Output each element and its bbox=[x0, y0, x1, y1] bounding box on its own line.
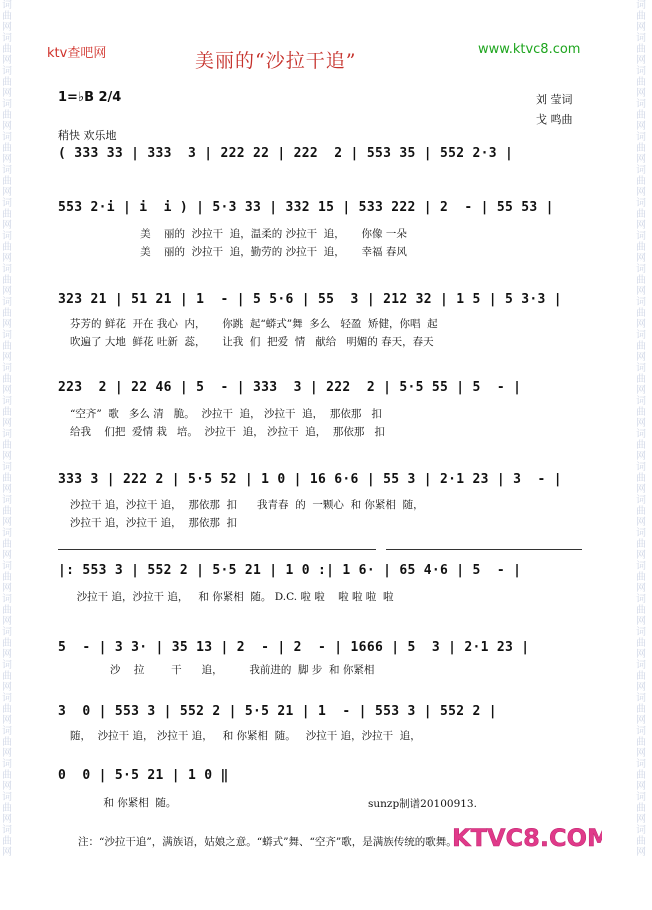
ktvc8-logo bbox=[450, 820, 602, 854]
watermark-right: 词曲网词曲网词曲网词曲网词曲网词曲网词曲网词曲网词曲网词曲网词曲网词曲网词曲网词曲网词曲网词曲网词曲网词曲网词曲网词曲网词曲网词曲网词曲网词曲网词曲网词曲网 bbox=[636, 0, 646, 858]
key-signature: 1=♭B 2/4 bbox=[58, 90, 122, 105]
site-url-right[interactable]: www.ktvc8.com bbox=[478, 42, 581, 57]
score-line-6: |: 553 3 | 552 2 | 5·5 21 | 1 0 :| 1 6· | 65 4·6 | 5 - | bbox=[58, 563, 522, 578]
score-line-1: ( 333 33 | 333 3 | 222 22 | 222 2 | 553 35 | 552 2·3 | bbox=[58, 146, 514, 161]
lyrics-line-4a: “空齐” 歌 多么 清 脆。 沙拉干 追， 沙拉干 追， 那依那 扣 bbox=[70, 408, 382, 420]
score-line-4: 223 2 | 22 46 | 5 - | 333 3 | 222 2 | 5·5 55 | 5 - | bbox=[58, 380, 522, 395]
footnote: 注：“沙拉干追”，满族语，姑娘之意。“蟒式”舞、“空齐”歌，是满族传统的歌舞。 bbox=[78, 836, 457, 848]
score-line-5: 333 3 | 222 2 | 5·5 52 | 1 0 | 16 6·6 | 55 3 | 2·1 23 | 3 - | bbox=[58, 472, 562, 487]
lyrics-line-6: 沙拉干 追，沙拉干 追， 和 你紧相 随。 D.C. 啦 啦 啦 啦 啦 啦 bbox=[70, 591, 394, 603]
lyricist-credit: 刘 莹词 bbox=[536, 93, 573, 106]
score-line-9: 0 0 | 5·5 21 | 1 0 ‖ bbox=[58, 768, 229, 783]
lyrics-line-2b: 美 丽的 沙拉干 追，勤劳的 沙拉干 追， 幸福 春风 bbox=[70, 246, 407, 258]
score-line-7: 5 - | 3 3· | 35 13 | 2 - | 2 - | 1666 | 5 3 | 2·1 23 | bbox=[58, 640, 530, 655]
lyrics-line-5b: 沙拉干 追，沙拉干 追， 那依那 扣 bbox=[70, 517, 238, 529]
score-line-3: 323 21 | 51 21 | 1 - | 5 5·6 | 55 3 | 212 32 | 1 5 | 5 3·3 | bbox=[58, 292, 562, 307]
tempo-marking: 稍快 欢乐地 bbox=[58, 129, 117, 142]
watermark-left: 词曲网词曲网词曲网词曲网词曲网词曲网词曲网词曲网词曲网词曲网词曲网词曲网词曲网词曲网词曲网词曲网词曲网词曲网词曲网词曲网词曲网词曲网词曲网词曲网词曲网词曲网 bbox=[2, 0, 12, 858]
score-line-8: 3 0 | 553 3 | 552 2 | 5·5 21 | 1 - | 553 3 | 552 2 | bbox=[58, 704, 497, 719]
lyrics-line-3a: 芬芳的 鲜花 开在 我心 内， 你跳 起“蟒式”舞 多么 轻盈 矫健，你唱 起 bbox=[70, 318, 438, 330]
lyrics-line-9: 和 你紧相 随。 bbox=[70, 797, 177, 809]
lyrics-line-7: 沙 拉 干 追， 我前进的 脚 步 和 你紧相 bbox=[70, 664, 375, 676]
composer-credit: 戈 鸣曲 bbox=[536, 113, 573, 126]
lyrics-line-5a: 沙拉干 追，沙拉干 追， 那依那 扣 我青春 的 一颗心 和 你紧相 随， bbox=[70, 499, 424, 511]
volta-line-2 bbox=[386, 549, 582, 550]
score-line-2: 553 2·i | i i ) | 5·3 33 | 332 15 | 533 222 | 2 - | 55 53 | bbox=[58, 200, 554, 215]
volta-line-1 bbox=[58, 549, 376, 550]
lyrics-line-8: 随， 沙拉干 追， 沙拉干 追， 和 你紧相 随。 沙拉干 追，沙拉干 追， bbox=[70, 730, 421, 742]
site-name-left: ktv查吧网 bbox=[47, 46, 107, 61]
song-title: 美丽的“沙拉干追” bbox=[195, 50, 357, 72]
lyrics-line-3b: 吹遍了 大地 鲜花 吐新 蕊， 让我 们 把爱 情 献给 明媚的 春天，春天 bbox=[70, 336, 434, 348]
lyrics-line-4b: 给我 们把 爱情 栽 培。 沙拉干 追， 沙拉干 追， 那依那 扣 bbox=[70, 426, 385, 438]
lyrics-line-2a: 美 丽的 沙拉干 追，温柔的 沙拉干 追， 你像 一朵 bbox=[70, 228, 407, 240]
transcriber-credit: sunzp制谱20100913. bbox=[368, 798, 477, 810]
logo-text: KTVC8.COM bbox=[452, 824, 602, 852]
